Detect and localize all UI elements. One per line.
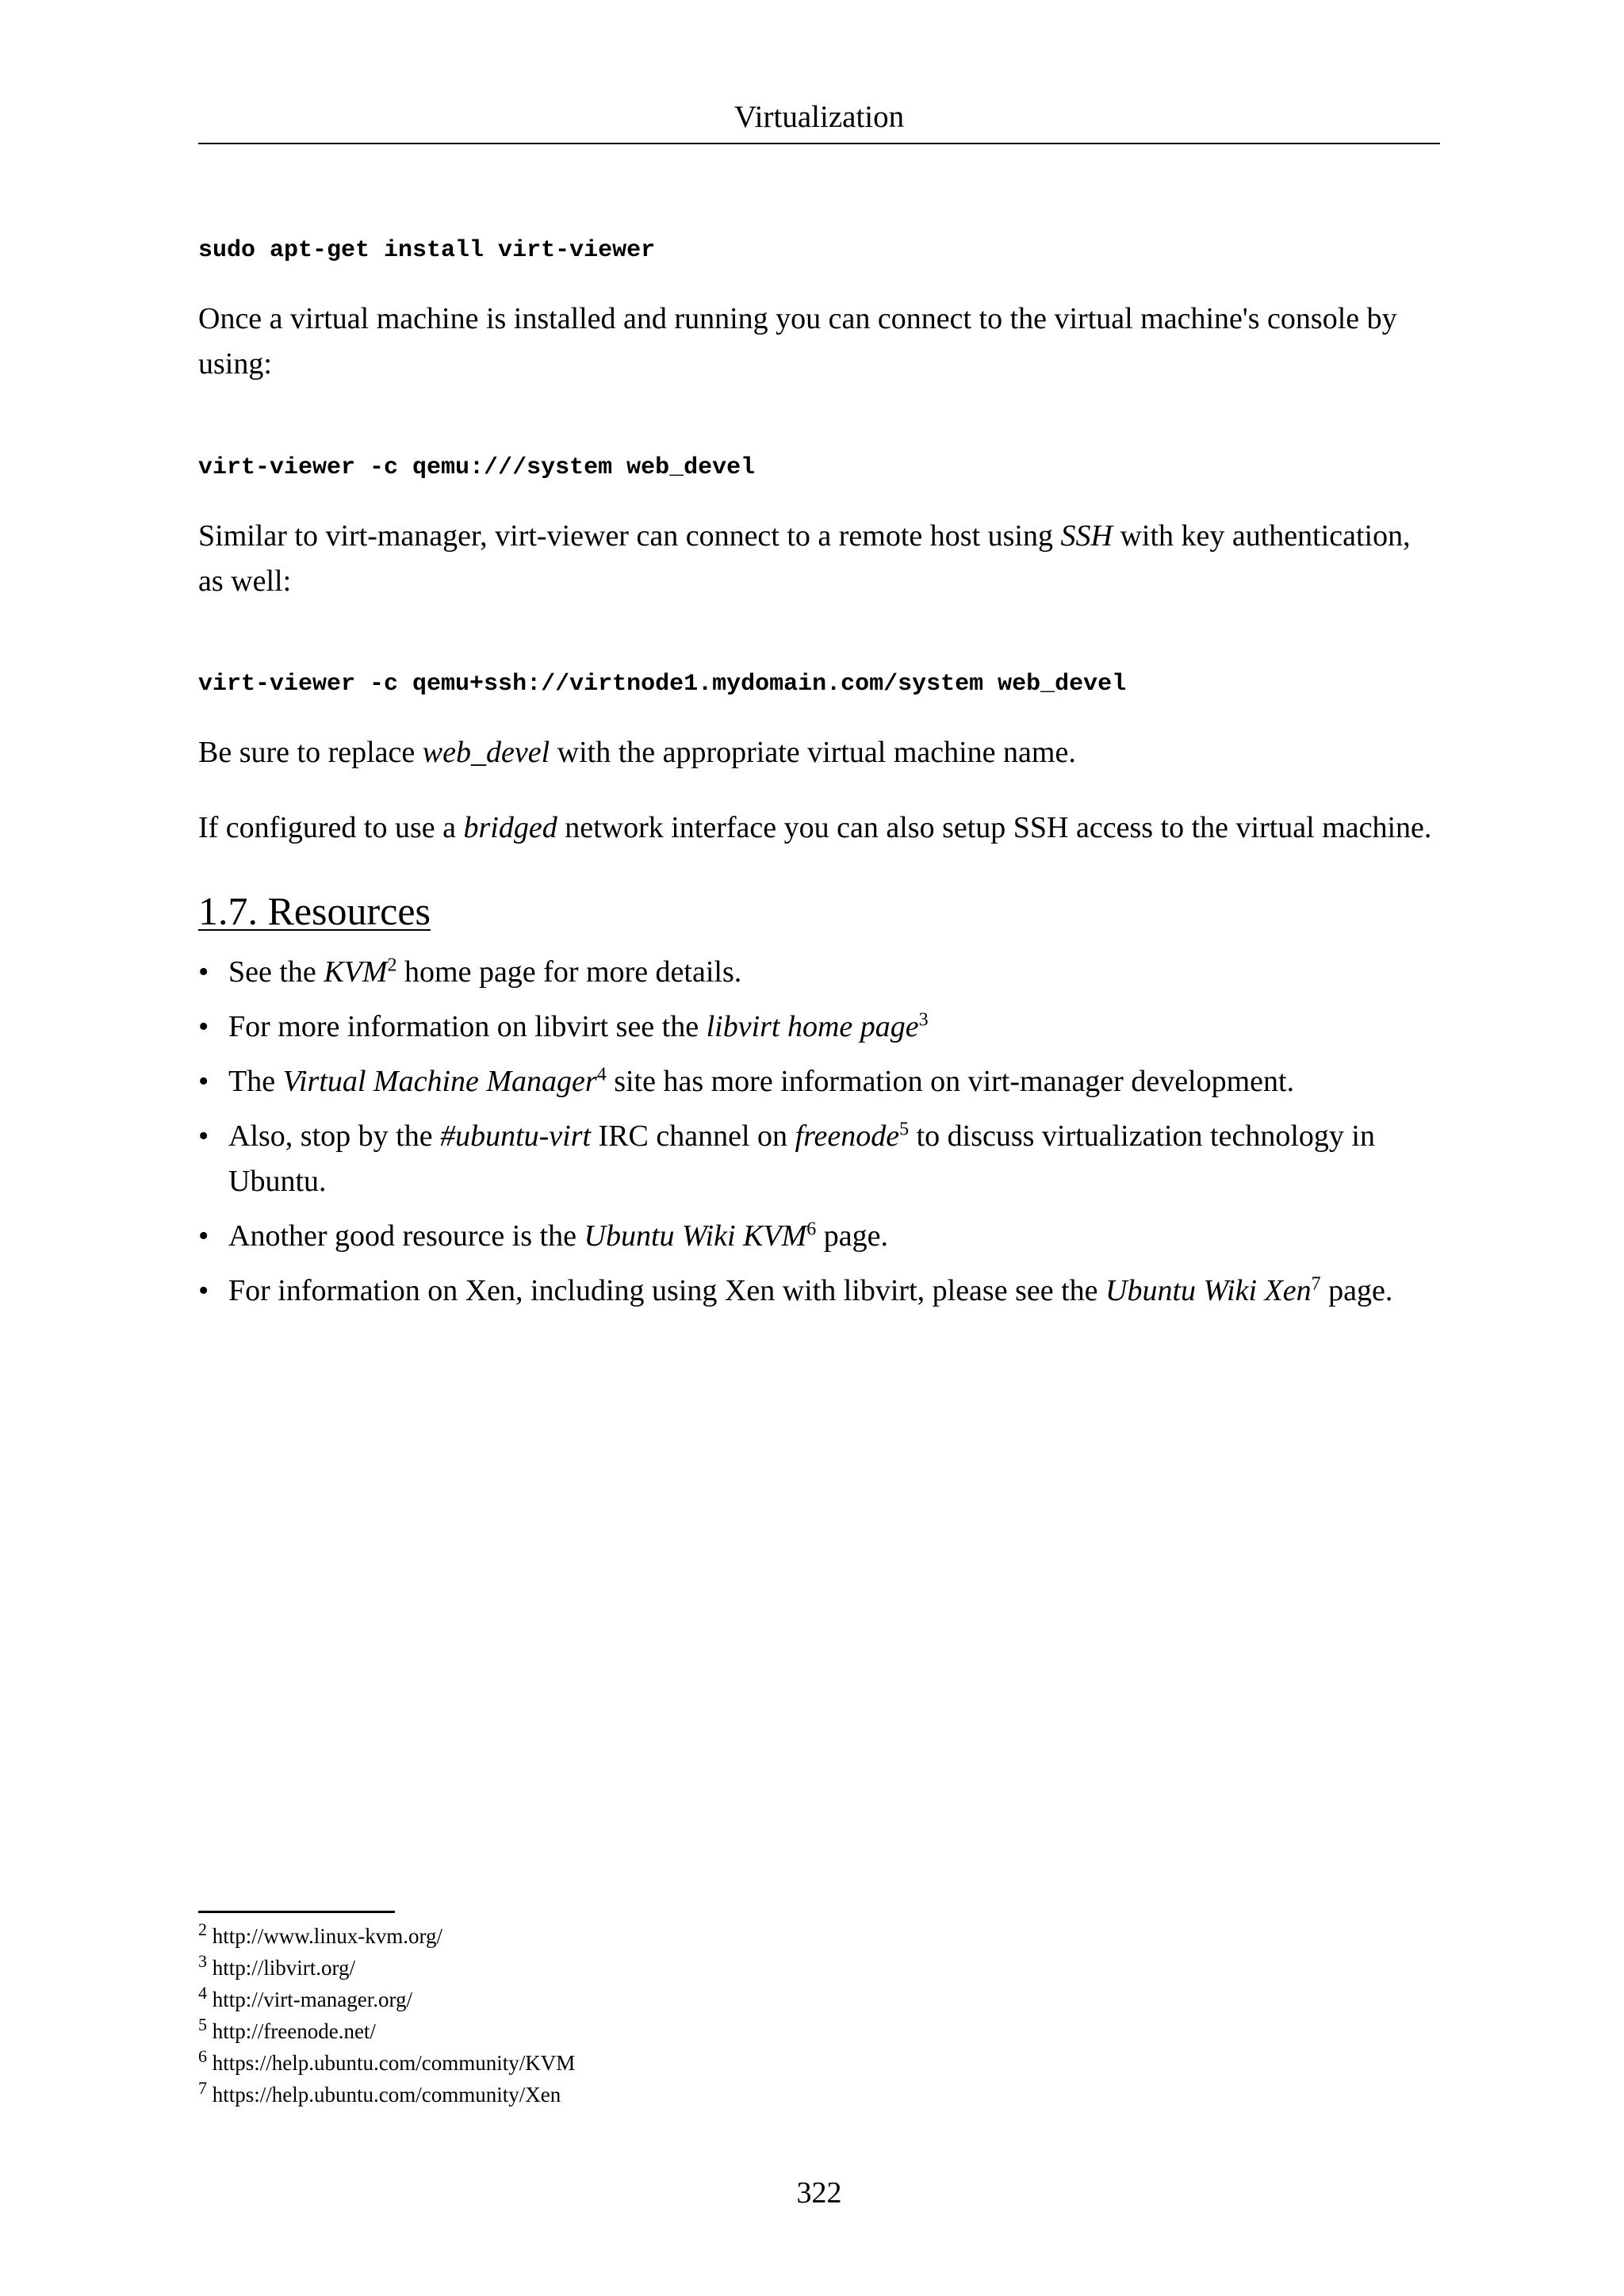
- header-rule: [198, 143, 1440, 144]
- list-item: • For information on Xen, including using Xen with libvirt, please see the Ubuntu Wiki Xen$^7$ page.: [198, 1269, 1440, 1314]
- footnote-ref: 5: [899, 1119, 910, 1140]
- footnote-ref: 6: [806, 1219, 817, 1240]
- bullet-icon: •: [198, 1274, 209, 1307]
- running-header: Virtualization: [733, 100, 905, 134]
- code-install-virt-viewer: sudo apt-get install virt-viewer: [198, 237, 656, 264]
- footnote: $^3$ http://libvirt.org/: [198, 1951, 356, 1980]
- list-item: • Another good resource is the Ubuntu Wiki KVM$^6$ page.: [198, 1214, 1440, 1259]
- footnote-ref: 3: [918, 1009, 929, 1031]
- paragraph-remote-host: Similar to virt-manager, virt-viewer can connect to a remote host using SSH with key authentication, as well:: [198, 519, 1411, 598]
- link-libvirt-home-page[interactable]: libvirt home page: [706, 1010, 919, 1043]
- link-virtual-machine-manager[interactable]: Virtual Machine Manager: [282, 1065, 597, 1098]
- link-kvm[interactable]: KVM: [324, 955, 388, 989]
- footnote: $^4$ http://virt-manager.org/: [198, 1983, 412, 2011]
- footnotes: [198, 1920, 575, 2110]
- bullet-icon: •: [198, 1010, 209, 1043]
- footnote: $^6$ https://help.ubuntu.com/community/KVM: [198, 2046, 576, 2075]
- footnote-url[interactable]: https://help.ubuntu.com/community/Xen: [212, 2083, 561, 2107]
- paragraph-bridged-ssh: If configured to use a bridged network interface you can also setup SSH access to the virtual machine.: [198, 811, 1432, 844]
- footnote-ref: 7: [1311, 1273, 1321, 1295]
- bullet-icon: •: [198, 1119, 209, 1153]
- bullet-icon: •: [198, 955, 209, 989]
- irc-channel-name: #ubuntu-virt: [440, 1119, 592, 1153]
- link-ubuntu-wiki-kvm[interactable]: Ubuntu Wiki KVM: [584, 1219, 807, 1253]
- paragraph-connect-console: Once a virtual machine is installed and running you can connect to the virtual machine's console by using:: [198, 302, 1397, 381]
- resources-list: [198, 950, 1440, 1323]
- footnote: $^7$ https://help.ubuntu.com/community/Xen: [198, 2078, 561, 2107]
- link-ubuntu-wiki-xen[interactable]: Ubuntu Wiki Xen: [1105, 1274, 1312, 1307]
- footnote-url[interactable]: https://help.ubuntu.com/community/KVM: [212, 2051, 576, 2075]
- footnote-ref: 2: [387, 955, 397, 976]
- link-freenode[interactable]: freenode: [795, 1119, 900, 1153]
- section-heading-resources: 1.7. Resources: [198, 889, 431, 933]
- page-number: 322: [796, 2176, 842, 2210]
- footnote-ref: 4: [596, 1064, 607, 1085]
- list-item: • See the KVM$^2$ home page for more details.: [198, 950, 1440, 995]
- code-virt-viewer-local: virt-viewer -c qemu:///system web_devel: [198, 454, 756, 481]
- list-item: • The Virtual Machine Manager$^4$ site has more information on virt-manager development.: [198, 1059, 1440, 1104]
- footnote-url[interactable]: http://libvirt.org/: [212, 1956, 356, 1980]
- footnote-url[interactable]: http://www.linux-kvm.org/: [212, 1924, 442, 1948]
- list-item: • Also, stop by the #ubuntu-virt IRC channel on freenode$^5$ to discuss virtualization technology in Ubuntu.: [198, 1114, 1440, 1204]
- paragraph-replace-name: Be sure to replace web_devel with the appropriate virtual machine name.: [198, 736, 1076, 769]
- list-item: • For more information on libvirt see the libvirt home page$^3$: [198, 1004, 1440, 1050]
- footnote-url[interactable]: http://freenode.net/: [212, 2019, 376, 2043]
- footnote-url[interactable]: http://virt-manager.org/: [212, 1988, 412, 2011]
- code-virt-viewer-remote: virt-viewer -c qemu+ssh://virtnode1.mydomain.com/system web_devel: [198, 671, 1127, 698]
- footnote: $^5$ http://freenode.net/: [198, 2015, 376, 2043]
- bullet-icon: •: [198, 1219, 209, 1253]
- footnote: $^2$ http://www.linux-kvm.org/: [198, 1919, 442, 1948]
- footnote-rule: [198, 1911, 395, 1913]
- bullet-icon: •: [198, 1065, 209, 1098]
